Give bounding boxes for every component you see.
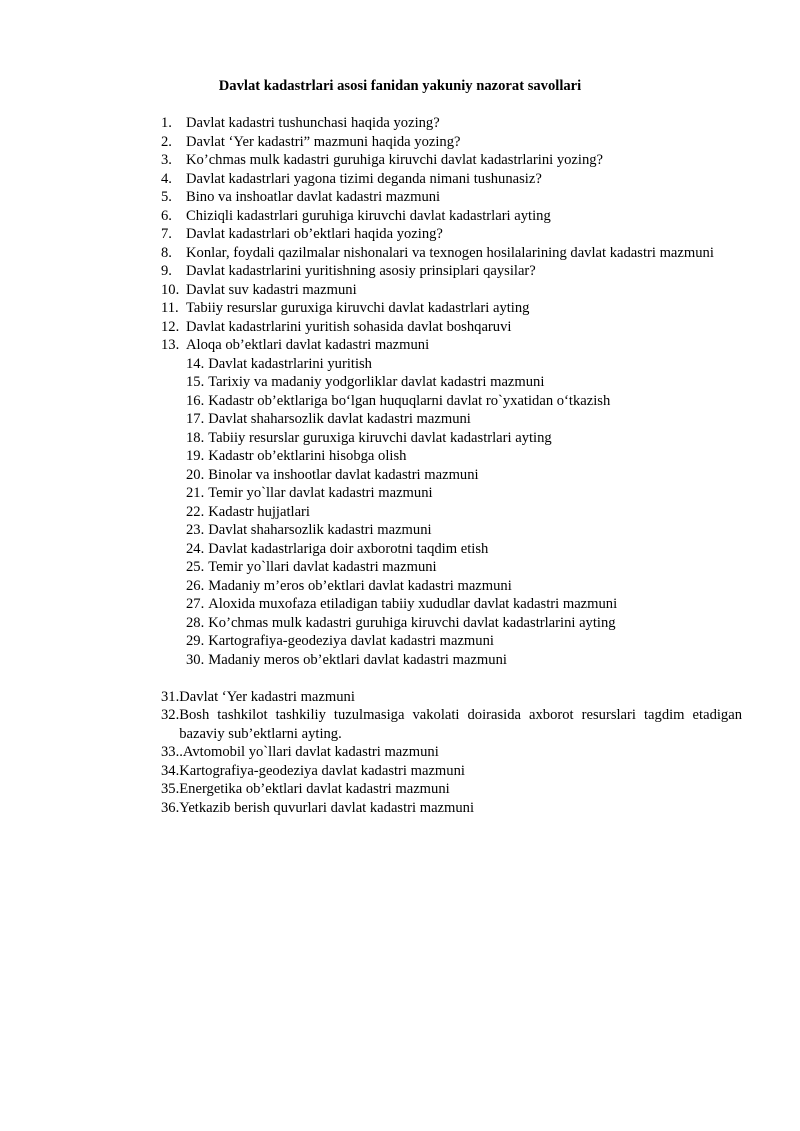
question-item [161, 521, 742, 540]
question-number: 36. [161, 799, 180, 816]
question-item [161, 540, 742, 559]
question-text: Konlar, foydali qazilmalar nishonalari va texnogen hosilalarining davlat kadastri mazmuni [186, 244, 714, 261]
question-text: .Avtomobil yo`llari davlat kadastri mazmuni [179, 744, 439, 760]
question-number: 24. [186, 540, 205, 557]
question-text: Davlat kadastrlarini yuritish [208, 355, 372, 372]
question-text: Davlat kadastrlarini yuritish sohasida davlat boshqaruvi [186, 318, 512, 335]
question-text: Madaniy meros ob’ektlari davlat kadastri mazmuni [208, 651, 507, 668]
question-text: Temir yo`llari davlat kadastri mazmuni [208, 559, 437, 575]
question-list [161, 114, 742, 817]
question-number: 10. [161, 281, 180, 298]
question-number: 13. [161, 337, 180, 353]
question-item [161, 114, 742, 133]
question-item [161, 651, 742, 670]
question-number: 14. [186, 355, 205, 372]
question-number: 29. [186, 633, 205, 649]
question-text: Chiziqli kadastrlari guruhiga kiruvchi davlat kadastrlari ayting [186, 207, 551, 224]
question-text: Kadastr hujjatlari [208, 503, 310, 520]
question-text: Davlat kadastrlari ob’ektlari haqida yozing? [186, 226, 443, 242]
question-number: 11. [161, 300, 179, 316]
question-text: Ko’chmas mulk kadastri guruhiga kiruvchi davlat kadastrlarini yozing? [186, 152, 604, 168]
question-item [161, 762, 742, 781]
question-number: 35. [161, 781, 180, 797]
question-text: Energetika ob’ektlari davlat kadastri mazmuni [179, 781, 450, 797]
question-item [161, 558, 742, 577]
question-item [161, 447, 742, 466]
question-item [161, 355, 742, 374]
question-number: 9. [161, 263, 172, 279]
question-number: 12. [161, 318, 180, 335]
question-number: 17. [186, 411, 205, 427]
question-number: 18. [186, 429, 205, 446]
question-number: 32. [161, 707, 180, 723]
question-number: 34. [161, 762, 180, 779]
question-text: Kadastr ob’ektlariga bo‘lgan huquqlarni davlat ro`yxatidan o‘tkazish [208, 392, 611, 409]
question-text: Bino va inshoatlar davlat kadastri mazmuni [186, 189, 441, 205]
question-number: 8. [161, 244, 172, 261]
question-text: Davlat kadastrlari yagona tizimi deganda nimani tushunasiz? [186, 170, 542, 187]
question-text: Temir yo`llar davlat kadastri mazmuni [208, 485, 433, 501]
question-item [161, 484, 742, 503]
question-text: Madaniy m’eros ob’ektlari davlat kadastri mazmuni [208, 577, 512, 594]
question-number: 5. [161, 189, 172, 205]
question-item [161, 318, 742, 337]
question-number: 22. [186, 503, 205, 520]
question-number: 27. [186, 596, 205, 612]
question-text: Davlat shaharsozlik davlat kadastri mazmuni [208, 411, 471, 427]
question-number: 28. [186, 614, 205, 631]
question-item [161, 466, 742, 485]
question-text: Davlat suv kadastri mazmuni [186, 281, 357, 298]
question-item [161, 706, 742, 743]
question-item [161, 188, 742, 207]
question-number: 1. [161, 115, 172, 131]
question-text: Bosh tashkilot tashkiliy tuzulmasiga vakolati doirasida axborot resurslari tagdim etadigan bazaviy sub’ektlarni ayting. [179, 707, 742, 742]
question-item [161, 780, 742, 799]
question-text: Davlat kadastrlarini yuritishning asosiy prinsiplari qaysilar? [186, 263, 536, 279]
question-number: 30. [186, 651, 205, 668]
question-item [161, 225, 742, 244]
question-text: Binolar va inshootlar davlat kadastri mazmuni [208, 466, 479, 483]
question-item [161, 743, 742, 762]
question-item [161, 373, 742, 392]
question-item [161, 614, 742, 633]
question-number: 26. [186, 577, 205, 594]
question-text: Tarixiy va madaniy yodgorliklar davlat kadastri mazmuni [208, 374, 545, 390]
question-number: 2. [161, 133, 172, 150]
question-block-1 [161, 114, 742, 355]
question-item [161, 410, 742, 429]
question-text: Aloxida muxofaza etiladigan tabiiy xududlar davlat kadastri mazmuni [208, 596, 618, 612]
question-item [161, 133, 742, 152]
question-text: Davlat shaharsozlik kadastri mazmuni [208, 522, 432, 538]
question-text: Davlat kadastrlariga doir axborotni taqdim etish [208, 540, 489, 557]
page-title: Davlat kadastrlari asosi fanidan yakuniy nazorat savollari [218, 78, 582, 94]
question-item [161, 632, 742, 651]
question-number: 23. [186, 522, 205, 538]
question-number: 25. [186, 559, 205, 575]
question-item [161, 151, 742, 170]
question-item [161, 207, 742, 226]
question-number: 6. [161, 207, 172, 224]
question-item [161, 299, 742, 318]
question-text: Davlat ‘Yer kadastri” mazmuni haqida yozing? [186, 133, 461, 150]
question-item [161, 392, 742, 411]
block-spacer [161, 669, 742, 688]
question-text: Kadastr ob’ektlarini hisobga olish [208, 448, 407, 464]
question-number: 20. [186, 466, 205, 483]
question-number: 33. [161, 744, 180, 760]
question-block-2 [161, 355, 742, 670]
question-item [161, 595, 742, 614]
question-text: Yetkazib berish quvurlari davlat kadastri mazmuni [179, 799, 475, 816]
question-number: 4. [161, 170, 172, 187]
question-item [161, 244, 742, 263]
question-number: 19. [186, 448, 205, 464]
question-number: 16. [186, 392, 205, 409]
question-item [161, 799, 742, 818]
question-number: 7. [161, 226, 172, 242]
question-number: 3. [161, 152, 172, 168]
question-number: 15. [186, 374, 205, 390]
question-text: Davlat ‘Yer kadastri mazmuni [179, 688, 355, 705]
question-item [161, 429, 742, 448]
question-text: Ko’chmas mulk kadastri guruhiga kiruvchi davlat kadastrlarini ayting [208, 614, 616, 631]
question-text: Kartografiya-geodeziya davlat kadastri mazmuni [179, 762, 465, 779]
question-text: Aloqa ob’ektlari davlat kadastri mazmuni [186, 337, 430, 353]
question-number: 21. [186, 485, 205, 501]
question-text: Kartografiya-geodeziya davlat kadastri mazmuni [208, 633, 494, 649]
question-item [161, 170, 742, 189]
question-item [161, 688, 742, 707]
question-item [161, 262, 742, 281]
question-item [161, 281, 742, 300]
question-item [161, 503, 742, 522]
question-text: Tabiiy resurslar guruxiga kiruvchi davlat kadastrlari ayting [186, 300, 530, 316]
question-block-3 [161, 688, 742, 818]
question-text: Tabiiy resurslar guruxiga kiruvchi davlat kadastrlari ayting [208, 429, 552, 446]
question-text: Davlat kadastri tushunchasi haqida yozing? [186, 115, 440, 131]
question-item [161, 577, 742, 596]
question-number: 31. [161, 688, 180, 705]
question-item [161, 336, 742, 355]
